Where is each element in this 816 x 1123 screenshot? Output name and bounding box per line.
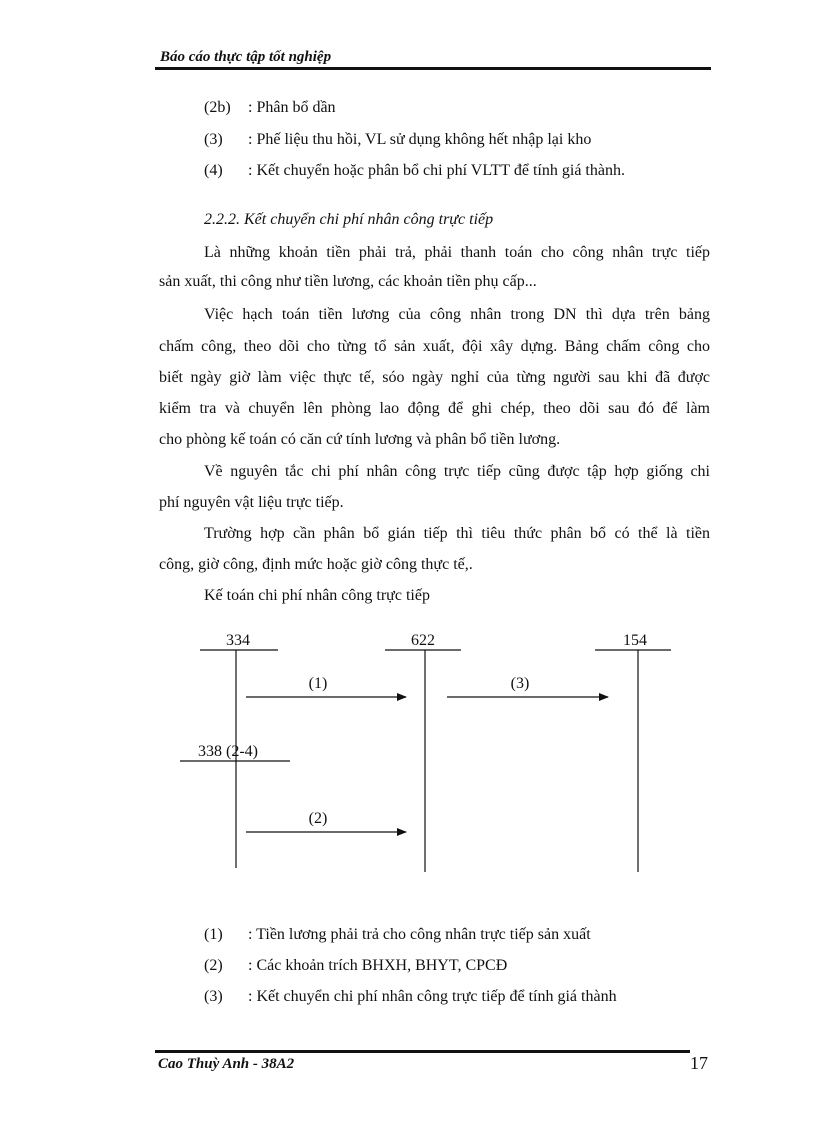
paragraph-line: Là những khoản tiền phải trả, phải thanh toán cho công nhân trực tiếp <box>204 244 710 261</box>
legend-text: : Các khoản trích BHXH, BHYT, CPCĐ <box>248 957 508 974</box>
footer-author: Cao Thuỳ Anh - 38A2 <box>158 1056 295 1072</box>
paragraph-line: Về nguyên tắc chi phí nhân công trực tiếp cũng được tập hợp giống chi <box>204 463 710 480</box>
section-title: 2.2.2. Kết chuyển chi phí nhân công trực tiếp <box>204 211 494 228</box>
paragraph-line: chấm công, theo dõi cho từng tổ sản xuất, đội xây dựng. Bảng chấm công cho <box>159 338 710 355</box>
legend-text: : Kết chuyển chi phí nhân công trực tiếp để tính giá thành <box>248 988 617 1005</box>
account-622-label: 622 <box>411 632 435 649</box>
footer-rule <box>155 1050 690 1053</box>
account-334-label: 334 <box>226 632 250 649</box>
arrow-3-label: (3) <box>510 675 530 692</box>
paragraph-line: Việc hạch toán tiền lương của công nhân trong DN thì dựa trên bảng <box>204 306 710 323</box>
list-item-number: (4) <box>204 162 223 179</box>
diagram-caption: Kế toán chi phí nhân công trực tiếp <box>204 587 430 604</box>
paragraph-line: kiểm tra và chuyển lên phòng lao động để ghi chép, theo dõi sau đó để làm <box>159 400 710 417</box>
paragraph-line: cho phòng kế toán có căn cứ tính lương và phân bổ tiền lương. <box>159 431 561 448</box>
paragraph-line: Trường hợp cần phân bổ gián tiếp thì tiêu thức phân bổ có thể là tiền <box>204 525 710 542</box>
arrow-1-label: (1) <box>308 675 328 692</box>
header-title: Báo cáo thực tập tốt nghiệp <box>160 49 332 65</box>
list-item-text: : Phế liệu thu hồi, VL sử dụng không hết nhập lại kho <box>248 131 592 148</box>
list-item-number: (3) <box>204 131 223 148</box>
account-338-label: 338 (2-4) <box>198 743 258 760</box>
legend-number: (1) <box>204 926 223 943</box>
account-154-label: 154 <box>623 632 647 649</box>
legend-number: (3) <box>204 988 223 1005</box>
list-item-number: (2b) <box>204 99 231 116</box>
arrow-2-label: (2) <box>308 810 328 827</box>
page-number: 17 <box>690 1053 708 1073</box>
legend-number: (2) <box>204 957 223 974</box>
list-item-text: : Kết chuyển hoặc phân bổ chi phí VLTT để tính giá thành. <box>248 162 625 179</box>
paragraph-line: sản xuất, thi công như tiền lương, các khoản tiền phụ cấp... <box>159 273 537 290</box>
paragraph-line: biết ngày giờ làm việc thực tế, sóo ngày nghỉ của từng người sau khi đã được <box>159 369 710 386</box>
list-item-text: : Phân bổ dần <box>248 99 336 116</box>
paragraph-line: công, giờ công, định mức hoặc giờ công thực tế,. <box>159 556 473 573</box>
paragraph-line: phí nguyên vật liệu trực tiếp. <box>159 494 344 511</box>
legend-text: : Tiền lương phải trả cho công nhân trực tiếp sản xuất <box>248 926 591 943</box>
